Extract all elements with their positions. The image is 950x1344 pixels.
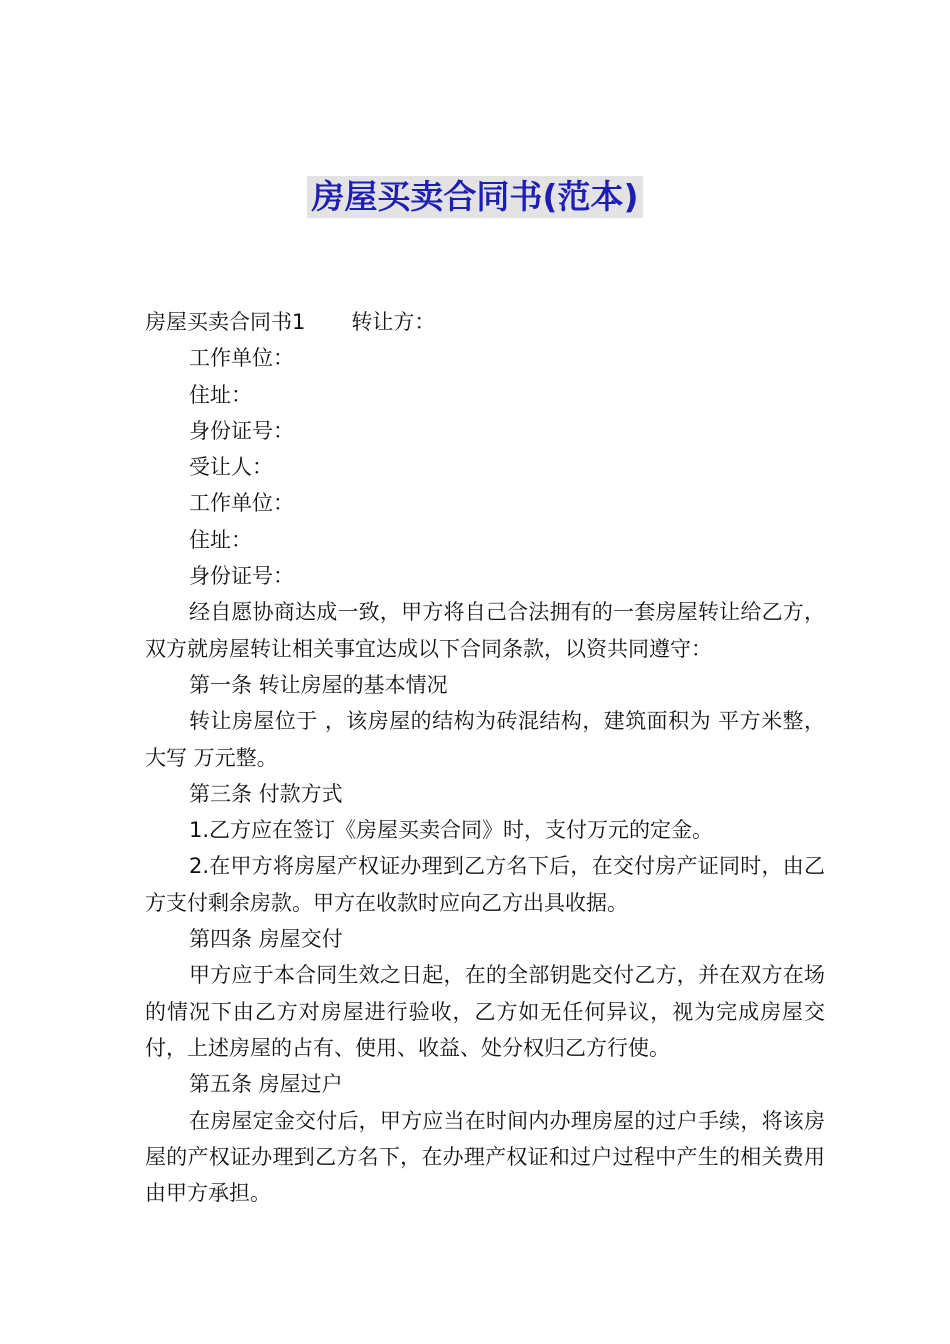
article4-title: 第四条 房屋交付 [189, 927, 343, 952]
transferee-id-field: 身份证号： [189, 564, 294, 589]
transferor-label: 转让方： [351, 310, 436, 334]
transferee-label: 受让人： [189, 455, 273, 480]
article4-body: 甲方应于本合同生效之日起，在的全部钥匙交付乙方，并在双方在场的情况下由乙方对房屋进行验收，乙方如无任何异议，视为完成房屋交付，上述房屋的占有、使用、收益、处分权归乙方行使。 [145, 963, 825, 1060]
transferor-unit-field: 工作单位： [189, 346, 294, 371]
contract-number: 房屋买卖合同书1 [145, 310, 306, 334]
article5-title: 第五条 房屋过户 [189, 1072, 343, 1097]
article1-body: 转让房屋位于 ，该房屋的结构为砖混结构，建筑面积为 平方米整，大写 万元整。 [145, 709, 825, 770]
title-wrap [0, 176, 950, 218]
intro-paragraph: 经自愿协商达成一致，甲方将自己合法拥有的一套房屋转让给乙方，双方就房屋转让相关事宜达成以下合同条款，以资共同遵守： [145, 600, 825, 661]
article1-title: 第一条 转让房屋的基本情况 [189, 672, 448, 697]
transferor-id-field: 身份证号： [189, 418, 294, 443]
article3-item1: 1.乙方应在签订《房屋买卖合同》时，支付万元的定金。 [189, 818, 714, 843]
transferee-address-field: 住址： [189, 527, 252, 552]
transferor-address-field: 住址： [189, 382, 252, 407]
transferee-unit-field: 工作单位： [189, 491, 294, 516]
article5-body: 在房屋定金交付后，甲方应当在时间内办理房屋的过户手续，将该房屋的产权证办理到乙方名下，在办理产权证和过户过程中产生的相关费用由甲方承担。 [145, 1108, 825, 1206]
document-title: 房屋买卖合同书(范本) [307, 176, 642, 218]
heading-line [145, 304, 825, 340]
article3-title: 第三条 付款方式 [189, 781, 343, 806]
document-body [145, 304, 825, 1211]
article3-item2: 2.在甲方将房屋产权证办理到乙方名下后，在交付房产证同时，由乙方支付剩余房款。甲方在收款时应向乙方出具收据。 [145, 854, 825, 915]
